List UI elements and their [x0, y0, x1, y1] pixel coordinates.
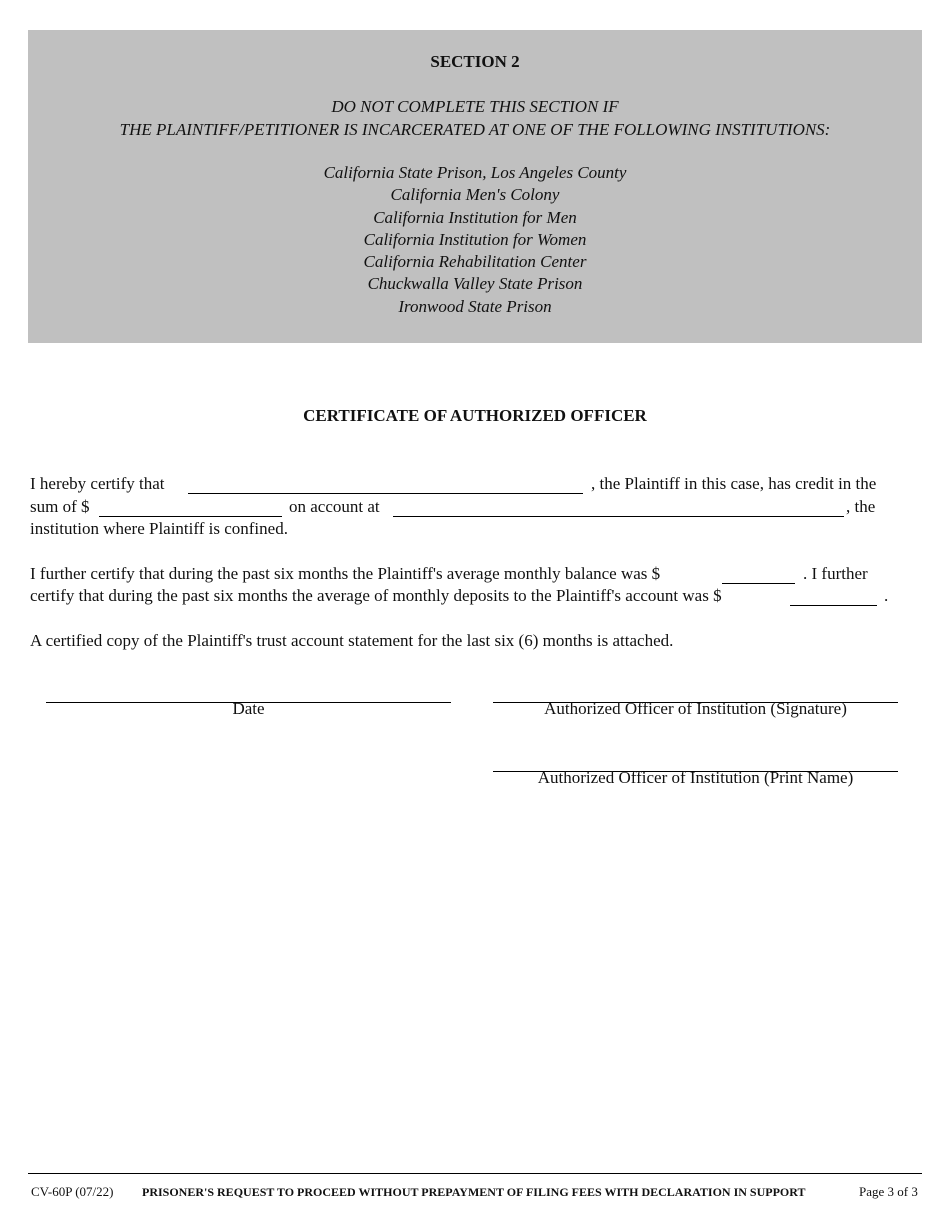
warning-line-2: THE PLAINTIFF/PETITIONER IS INCARCERATED AT ONE OF THE FOLLOWING INSTITUTIONS: — [119, 119, 831, 139]
institution-item: California Men's Colony — [390, 185, 560, 205]
section-title: SECTION 2 — [430, 52, 520, 71]
cert-text-further: . I further — [803, 564, 868, 583]
credit-amount-field[interactable] — [99, 498, 282, 517]
cert-text-avg-deposits: certify that during the past six months the average of monthly deposits to the Plaintiff's account was $ — [30, 586, 722, 605]
certificate-title: CERTIFICATE OF AUTHORIZED OFFICER — [303, 406, 647, 425]
institution-item: California State Prison, Los Angeles County — [323, 163, 627, 182]
plaintiff-name-field[interactable] — [188, 475, 583, 494]
cert-text-account-at: on account at — [289, 497, 380, 516]
footer-rule — [28, 1173, 922, 1174]
print-name-label: Authorized Officer of Institution (Print Name) — [537, 768, 854, 787]
institution-name-field[interactable] — [393, 498, 844, 517]
cert-text-the: , the — [846, 497, 876, 516]
cert-text-avg-balance: I further certify that during the past six months the Plaintiff's average monthly balance was $ — [30, 564, 661, 583]
section-warning — [28, 96, 922, 141]
institution-list — [28, 162, 922, 318]
avg-deposits-field[interactable] — [790, 587, 877, 606]
cert-text-period: . — [884, 586, 889, 605]
section-2-box — [28, 30, 922, 343]
institution-item: Chuckwalla Valley State Prison — [367, 274, 583, 294]
form-id: CV-60P (07/22) — [31, 1184, 114, 1199]
avg-balance-field[interactable] — [722, 565, 795, 584]
institution-item: California Institution for Women — [363, 229, 587, 249]
cert-text-certify: I hereby certify that — [30, 474, 165, 493]
form-title: PRISONER'S REQUEST TO PROCEED WITHOUT PREPAYMENT OF FILING FEES WITH DECLARATION IN SUPPORT — [142, 1185, 806, 1199]
cert-text-plaintiff: , the Plaintiff in this case, has credit in the — [591, 474, 877, 493]
date-label: Date — [232, 699, 265, 718]
warning-line-1: DO NOT COMPLETE THIS SECTION IF — [331, 97, 619, 116]
institution-item: California Rehabilitation Center — [363, 252, 587, 272]
page-number: Page 3 of 3 — [859, 1184, 918, 1199]
cert-text-confined: institution where Plaintiff is confined. — [30, 519, 288, 538]
cert-text-sum: sum of $ — [30, 497, 90, 516]
institution-item: Ironwood State Prison — [398, 296, 552, 316]
institution-item: California Institution for Men — [373, 207, 577, 227]
signature-label: Authorized Officer of Institution (Signature) — [544, 699, 847, 718]
cert-text-attached: A certified copy of the Plaintiff's trust account statement for the last six (6) months is attached. — [30, 631, 674, 650]
